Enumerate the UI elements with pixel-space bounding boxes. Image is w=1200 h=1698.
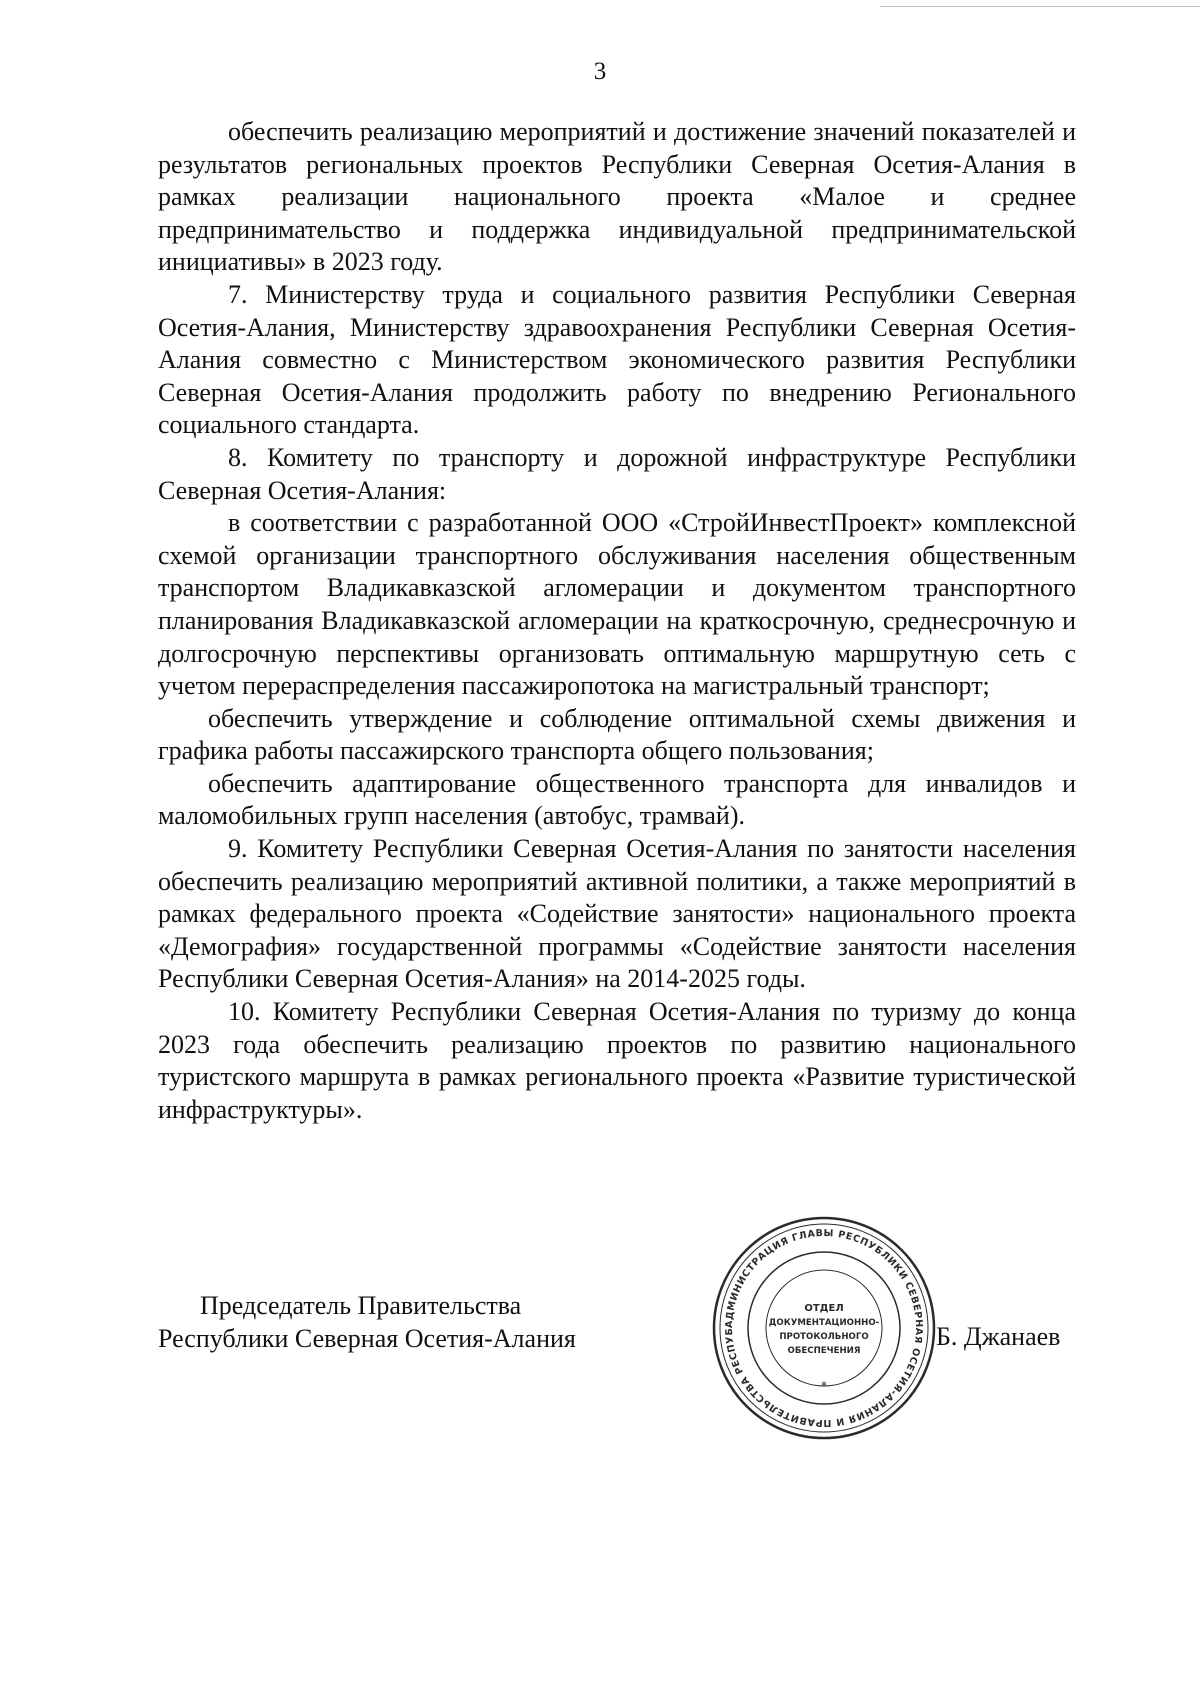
scan-edge-line (880, 6, 1200, 7)
signatory-name: Б. Джанаев (936, 1322, 1061, 1351)
paragraph: 9. Комитету Республики Северная Осетия-Алания по занятости населения обеспечить реализацию мероприятий активной политики, а также мероприятий в рамках федерального проекта «Содействие занятости» национального проекта «Демография» государственной программы «Содействие занятости населения Республики Северная Осетия-Алания» на 2014-2025 годы. (158, 834, 1076, 994)
seal-icon (708, 1212, 940, 1444)
paragraph: обеспечить реализацию мероприятий и достижение значений показателей и результатов региональных проектов Республики Северная Осетия-Алания в рамках реализации национального проекта «Малое и среднее предпринимательство и поддержка индивидуальной предпринимательской инициативы» в 2023 году. (158, 117, 1076, 277)
page-number: 3 (593, 58, 607, 85)
document-body (158, 116, 1076, 1126)
official-seal (708, 1212, 940, 1444)
svg-text:АДМИНИСТРАЦИЯ ГЛАВЫ РЕСПУБЛИКИ: АДМИНИСТРАЦИЯ ГЛАВЫ РЕСПУБЛИКИ СЕВЕРНАЯ ОСЕТИЯ-АЛАНИЯ И ПРАВИТЕЛЬСТВА РЕСПУБ (723, 1227, 925, 1429)
paragraph: в соответствии с разработанной ООО «СтройИнвестПроект» комплексной схемой организации транспортного обслуживания населения общественным транспортом Владикавказской агломерации и документом транспортного планирования Владикавказской агломерации на краткосрочную, среднесрочную и долгосрочную перспективы организовать оптимальную маршрутную сеть с учетом перераспределения пассажиропотока на магистральный транспорт; (158, 508, 1076, 701)
svg-text:ОТДЕЛ: ОТДЕЛ (804, 1303, 844, 1314)
signatory-title-line: Председатель Правительства (200, 1291, 522, 1320)
svg-text:ОБЕСПЕЧЕНИЯ: ОБЕСПЕЧЕНИЯ (787, 1346, 861, 1356)
signatory-title-line: Республики Северная Осетия-Алания (158, 1324, 576, 1353)
svg-text:ДОКУМЕНТАЦИОННО-: ДОКУМЕНТАЦИОННО- (768, 1318, 880, 1328)
paragraph: обеспечить адаптирование общественного транспорта для инвалидов и маломобильных групп населения (автобус, трамвай). (158, 768, 1076, 831)
paragraph: обеспечить утверждение и соблюдение оптимальной схемы движения и графика работы пассажирского транспорта общего пользования; (158, 703, 1076, 766)
signatory-title (158, 1289, 678, 1355)
paragraph: 10. Комитету Республики Северная Осетия-Алания по туризму до конца 2023 года обеспечить реализацию проектов по развитию национального туристского маршрута в рамках регионального проекта «Развитие туристической инфраструктуры». (158, 997, 1076, 1124)
paragraph: 7. Министерству труда и социального развития Республики Северная Осетия-Алания, Министерству здравоохранения Республики Северная Осетия-Алания совместно с Министерством экономического развития Республики Северная Осетия-Алания продолжить работу по внедрению Регионального социального стандарта. (158, 279, 1076, 440)
svg-text:*: * (821, 1379, 827, 1393)
svg-text:ПРОТОКОЛЬНОГО: ПРОТОКОЛЬНОГО (779, 1332, 869, 1342)
paragraph: 8. Комитету по транспорту и дорожной инфраструктуре Республики Северная Осетия-Алания: (158, 442, 1076, 505)
